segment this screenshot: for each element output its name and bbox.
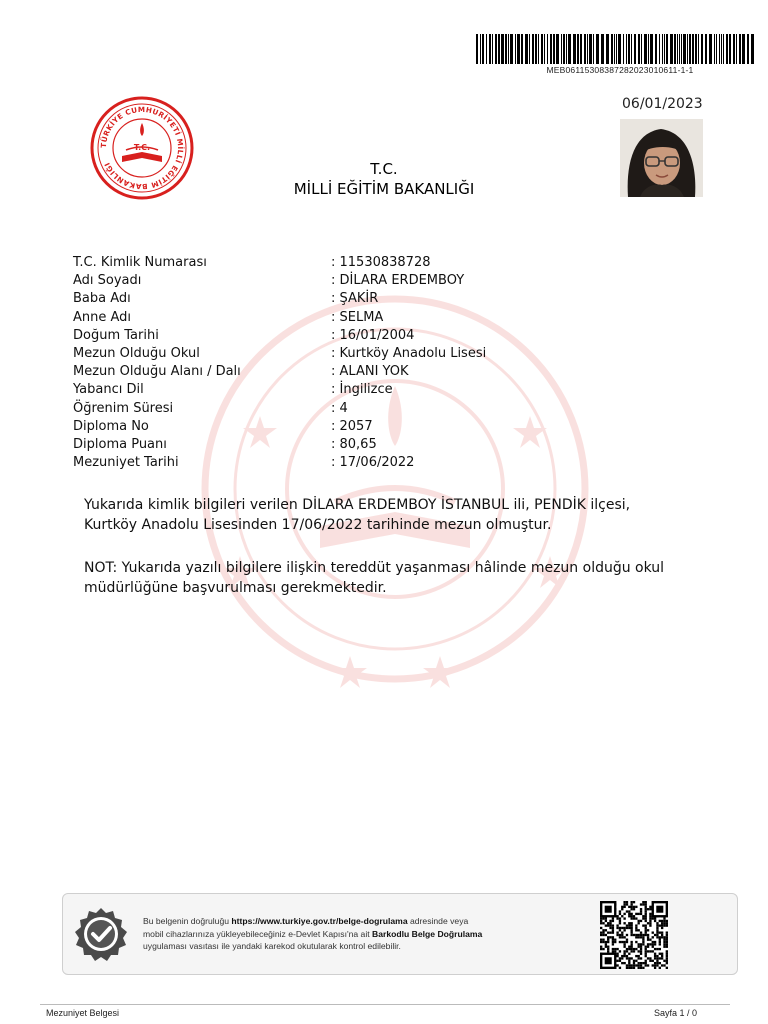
footer-page-number: Sayfa 1 / 0 — [654, 1008, 698, 1018]
field-label: Adı Soyadı — [73, 273, 142, 289]
field-label: Baba Adı — [73, 291, 131, 307]
field-value: : 4 — [331, 400, 348, 416]
verify-line1-suffix: adresinde veya — [407, 916, 469, 926]
header-tc: T.C. — [370, 160, 398, 178]
info-row — [73, 290, 693, 308]
field-value: : Kurtköy Anadolu Lisesi — [331, 345, 487, 361]
info-row — [73, 381, 693, 399]
field-label: Diploma No — [73, 418, 149, 434]
field-value: : 2057 — [331, 418, 373, 434]
seal-ring-text: TÜRKİYE CUMHURİYETİ MİLLİ EĞİTİM BAKANLIĞI — [98, 104, 186, 192]
header-ministry: MİLLİ EĞİTİM BAKANLIĞI — [293, 180, 475, 198]
field-label: Mezun Olduğu Okul — [73, 345, 200, 361]
field-label: Öğrenim Süresi — [73, 400, 174, 416]
field-label: Anne Adı — [73, 309, 132, 325]
footer-document-name: Mezuniyet Belgesi — [46, 1008, 120, 1018]
field-label: Mezun Olduğu Alanı / Dalı — [73, 364, 241, 380]
info-row — [73, 254, 693, 272]
graduation-statement: Yukarıda kimlik bilgileri verilen DİLARA ERDEMBOY İSTANBUL ili, PENDİK ilçesi, Kurtköy Anadolu Lisesinden 17/06/2022 tarihinde mezun olmuştur. — [84, 497, 631, 533]
qr-code[interactable] — [600, 901, 668, 969]
verify-app-name: Barkodlu Belge Doğrulama — [372, 928, 483, 939]
info-row — [73, 309, 693, 327]
field-value: : ŞAKİR — [331, 291, 379, 307]
field-label: Yabancı Dil — [73, 382, 144, 398]
field-label: Doğum Tarihi — [73, 327, 159, 343]
field-value: : ALANI YOK — [331, 364, 409, 380]
info-row — [73, 418, 693, 436]
info-row — [73, 345, 693, 363]
info-row — [73, 363, 693, 381]
barcode-number: MEB0611530838728202301061​1-1-1 — [546, 65, 694, 75]
field-value: : 11530838728 — [331, 255, 431, 270]
verification-link[interactable]: https://www.turkiye.gov.tr/belge-dogrulama — [231, 916, 408, 926]
field-label: Diploma Puanı — [73, 436, 167, 452]
note-paragraph: NOT: Yukarıda yazılı bilgilere ilişkin tereddüt yaşanması hâlinde mezun olduğu okul müdürlüğüne başvurulması gerekmektedir. — [84, 560, 665, 596]
info-row — [73, 454, 693, 472]
verify-line2-prefix: mobil cihazlarınıza yükleyebileceğiniz e-Devlet Kapısı'na ait — [143, 928, 373, 939]
field-label: Mezuniyet Tarihi — [73, 455, 179, 471]
info-row — [73, 436, 693, 454]
info-row — [73, 272, 693, 290]
field-label: T.C. Kimlik Numarası — [73, 255, 207, 270]
info-row — [73, 400, 693, 418]
verify-line1-prefix: Bu belgenin doğruluğu — [143, 916, 232, 926]
field-value: : DİLARA ERDEMBOY — [331, 273, 465, 289]
verification-box — [62, 893, 738, 975]
seal-center-text: T.C. — [133, 143, 151, 152]
verify-line3: uygulaması vasıtası ile yandaki karekod okutularak kontrol edilebilir. — [143, 941, 401, 951]
issue-date: 06/01/2023 — [622, 96, 703, 112]
field-value: : 16/01/2004 — [331, 327, 415, 343]
field-value: : 17/06/2022 — [331, 455, 415, 471]
info-table — [73, 254, 693, 472]
verification-text — [143, 915, 583, 953]
barcode — [476, 34, 756, 64]
info-row — [73, 327, 693, 345]
field-value: : İngilizce — [331, 382, 393, 398]
verified-badge-icon — [73, 906, 129, 962]
footer-divider — [40, 1004, 730, 1005]
field-value: : SELMA — [331, 309, 384, 325]
field-value: : 80,65 — [331, 436, 377, 452]
